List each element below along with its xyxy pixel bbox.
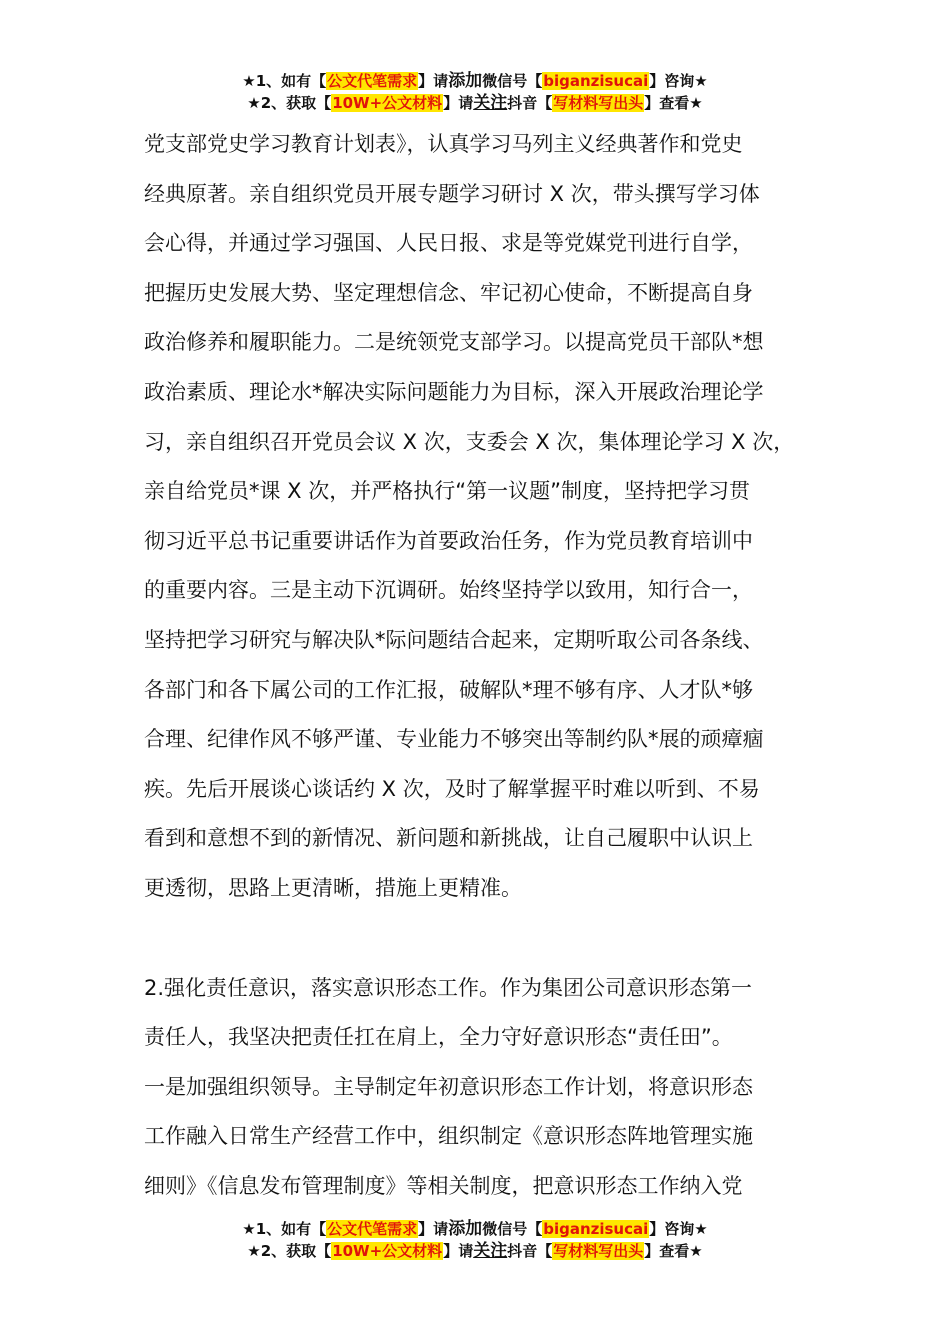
emphasis-follow: 关注 — [473, 1241, 508, 1261]
text-line: 彻习近平总书记重要讲话作为首要政治任务，作为党员教育培训中 — [144, 528, 753, 553]
banner-text: ★1、如有【 — [242, 1220, 327, 1238]
text-line: 政治修养和履职能力。二是统领党支部学习。以提高党员干部队*想 — [144, 330, 764, 355]
text-line: 责任人，我坚决把责任扛在肩上，全力守好意识形态“责任田”。 — [144, 1025, 733, 1050]
text-line: 会心得，并通过学习强国、人民日报、求是等党媒党刊进行自学， — [144, 231, 753, 256]
text-line: 2.强化责任意识，落实意识形态工作。作为集团公司意识形态第一 — [144, 975, 753, 1000]
highlight-materials: 10W+公文材料 — [332, 1242, 443, 1260]
text-line: 合理、纪律作风不够严谨、专业能力不够突出等制约队*展的顽瘴痼 — [144, 727, 764, 752]
highlight-service: 公文代笔需求 — [327, 72, 418, 90]
text-line: 政治素质、理论水*解决实际问题能力为目标，深入开展政治理论学 — [144, 379, 764, 404]
text-line: 习，亲自组织召开党员会议 X 次，支委会 X 次，集体理论学习 X 次， — [144, 429, 795, 454]
banner-text: 】查看★ — [644, 1242, 703, 1260]
emphasis-add: 添加 — [448, 1219, 483, 1239]
text-line: 工作融入日常生产经营工作中，组织制定《意识形态阵地管理实施 — [144, 1124, 753, 1149]
banner-text: 微信号【 — [482, 72, 543, 90]
banner-text: 】咨询★ — [649, 72, 708, 90]
banner-text: 】请 — [418, 72, 449, 90]
footer-banner — [0, 1218, 950, 1262]
paragraph-1 — [144, 120, 834, 914]
emphasis-add: 添加 — [448, 71, 483, 91]
emphasis-follow: 关注 — [473, 93, 508, 113]
document-body — [144, 120, 834, 1211]
banner-text: 】请 — [418, 1220, 449, 1238]
banner-text: 】请 — [443, 1242, 474, 1260]
banner-line-consult — [0, 1218, 950, 1240]
text-line: 看到和意想不到的新情况、新问题和新挑战，让自己履职中认识上 — [144, 826, 753, 851]
banner-text: 抖音【 — [507, 94, 553, 112]
banner-text: 】咨询★ — [649, 1220, 708, 1238]
text-line: 的重要内容。三是主动下沉调研。始终坚持学以致用，知行合一， — [144, 578, 753, 603]
text-line: 把握历史发展大势、坚定理想信念、牢记初心使命，不断提高自身 — [144, 280, 753, 305]
highlight-materials: 10W+公文材料 — [332, 94, 443, 112]
text-line: 经典原著。亲自组织党员开展专题学习研讨 X 次，带头撰写学习体 — [144, 181, 760, 206]
banner-line-follow — [0, 1240, 950, 1262]
paragraph-spacer — [144, 914, 834, 964]
banner-line-follow — [0, 92, 950, 114]
highlight-douyin: 写材料写出头 — [553, 1242, 644, 1260]
banner-text: ★2、获取【 — [247, 1242, 332, 1260]
header-banner — [0, 70, 950, 114]
banner-text: ★1、如有【 — [242, 72, 327, 90]
text-line: 一是加强组织领导。主导制定年初意识形态工作计划，将意识形态 — [144, 1074, 753, 1099]
text-line: 疾。先后开展谈心谈话约 X 次，及时了解掌握平时难以听到、不易 — [144, 776, 760, 801]
banner-text: ★2、获取【 — [247, 94, 332, 112]
banner-line-consult — [0, 70, 950, 92]
paragraph-2 — [144, 964, 834, 1212]
banner-text: 】查看★ — [644, 94, 703, 112]
highlight-wechat-id: biganzisucai — [543, 1220, 649, 1238]
text-line: 党支部党史学习教育计划表》，认真学习马列主义经典著作和党史 — [144, 132, 743, 156]
text-line: 坚持把学习研究与解决队*际问题结合起来，定期听取公司各条线、 — [144, 627, 764, 652]
text-line: 更透彻，思路上更清晰，措施上更精准。 — [144, 875, 522, 900]
highlight-service: 公文代笔需求 — [327, 1220, 418, 1238]
highlight-wechat-id: biganzisucai — [543, 72, 649, 90]
text-line: 各部门和各下属公司的工作汇报，破解队*理不够有序、人才队*够 — [144, 677, 753, 702]
banner-text: 】请 — [443, 94, 474, 112]
highlight-douyin: 写材料写出头 — [553, 94, 644, 112]
banner-text: 抖音【 — [507, 1242, 553, 1260]
text-line: 细则》《信息发布管理制度》等相关制度，把意识形态工作纳入党 — [144, 1173, 743, 1198]
text-line: 亲自给党员*课 X 次，并严格执行“第一议题”制度，坚持把学习贯 — [144, 479, 750, 504]
banner-text: 微信号【 — [482, 1220, 543, 1238]
